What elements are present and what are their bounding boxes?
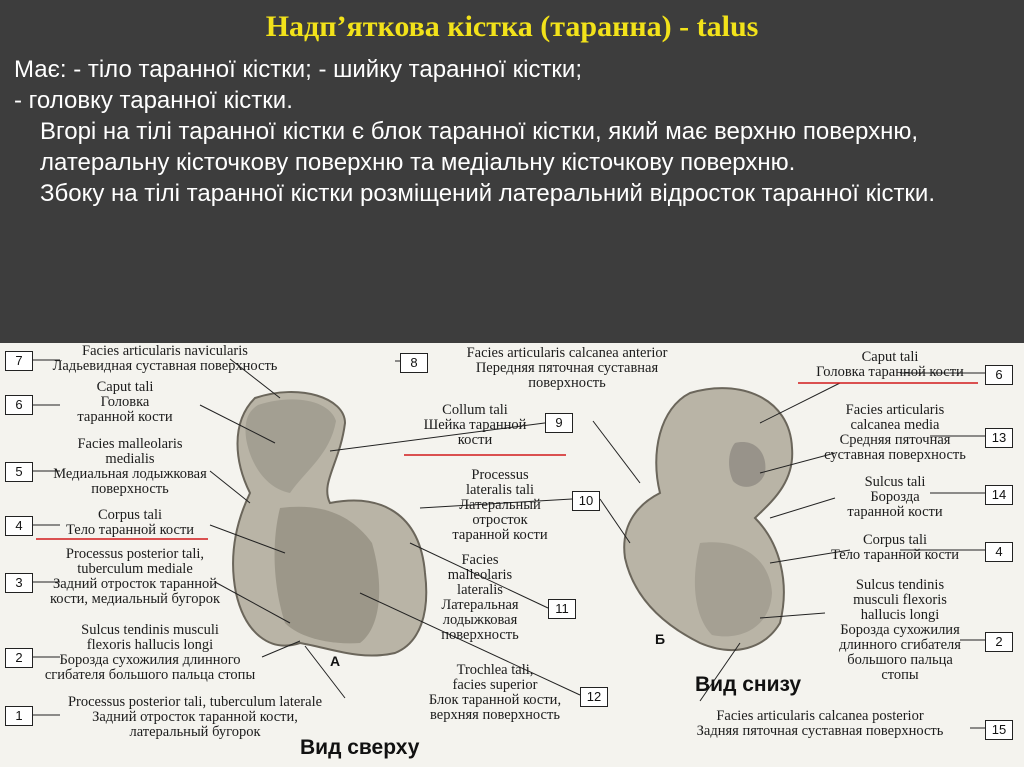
label-processus-posterior-mediale: Processus posterior tali, tuberculum mediale Задний отросток таранной кости, медиальный бугорок bbox=[49, 546, 220, 607]
label-corpus-tali-left: Corpus tali Тело таранной кости bbox=[65, 507, 195, 538]
paragraph-3: Вгорі на тілі таранної кістки є блок таранної кістки, який має верхню поверхню, латеральну кісточкову поверхню та медіальну кісточкову поверхню. bbox=[40, 118, 919, 176]
label-sulcus-tendinis-left: Sulcus tendinis musculi flexoris hallucis longi Борозда сухожилия длинного сгибателя большого пальца стопы bbox=[44, 622, 256, 683]
num-8: 8 bbox=[400, 353, 428, 373]
caption-bottom-view: Вид снизу bbox=[695, 673, 802, 696]
num-15: 15 bbox=[985, 720, 1013, 740]
num-4-right: 4 bbox=[985, 542, 1013, 562]
num-6-right: 6 bbox=[985, 365, 1013, 385]
label-sulcus-tali: Sulcus tali Борозда таранной кости bbox=[847, 474, 943, 520]
caption-top-view: Вид сверху bbox=[300, 736, 420, 759]
talus-figure bbox=[0, 343, 1024, 767]
label-collum-tali: Collum tali Шейка таранной кости bbox=[423, 402, 527, 448]
figure-letter-a: А bbox=[330, 653, 341, 669]
slide-title: Надп’яткова кістка (таранна) - talus bbox=[265, 10, 759, 43]
label-facies-malleolaris-lateralis: Facies malleolaris lateralis Латеральная лодыжковая поверхность bbox=[441, 552, 519, 643]
body-text bbox=[14, 54, 1014, 209]
num-13: 13 bbox=[985, 428, 1013, 448]
num-12: 12 bbox=[580, 687, 608, 707]
num-4: 4 bbox=[5, 516, 33, 536]
label-facies-malleolaris-medialis: Facies malleolaris medialis Медиальная лодыжковая поверхность bbox=[53, 436, 207, 497]
label-corpus-tali-right: Corpus tali Тело таранной кости bbox=[830, 532, 960, 563]
label-processus-posterior-laterale: Processus posterior tali, tuberculum laterale Задний отросток таранной кости, латеральный бугорок bbox=[67, 694, 323, 740]
num-1: 1 bbox=[5, 706, 33, 726]
label-caput-tali-left: Caput tali Головка таранной кости bbox=[77, 379, 173, 425]
paragraph-2: - головку таранної кістки. bbox=[14, 87, 293, 114]
num-11: 11 bbox=[548, 599, 576, 619]
label-facies-navicularis: Facies articularis navicularis Ладьевидная суставная поверхность bbox=[52, 343, 278, 374]
figure-letter-b: Б bbox=[655, 631, 666, 647]
num-6: 6 bbox=[5, 395, 33, 415]
num-9: 9 bbox=[545, 413, 573, 433]
talus-bottom-view bbox=[624, 388, 792, 650]
paragraph-1: Має: - тіло таранної кістки; - шийку таранної кістки; bbox=[14, 56, 583, 83]
num-5: 5 bbox=[5, 462, 33, 482]
num-7: 7 bbox=[5, 351, 33, 371]
label-processus-lateralis: Processus lateralis tali Латеральный отросток таранной кости bbox=[452, 467, 548, 543]
label-caput-tali-right: Caput tali Головка таранной кости bbox=[816, 349, 964, 380]
label-facies-calcanea-posterior: Facies articularis calcanea posterior Задняя пяточная суставная поверхность bbox=[696, 708, 944, 739]
paragraph-4: Збоку на тілі таранної кістки розміщений латеральний відросток таранної кістки. bbox=[40, 180, 936, 207]
label-facies-calcanea-media: Facies articularis calcanea media Средняя пяточная суставная поверхность bbox=[824, 402, 966, 463]
num-2-right: 2 bbox=[985, 632, 1013, 652]
num-14: 14 bbox=[985, 485, 1013, 505]
num-2: 2 bbox=[5, 648, 33, 668]
num-3: 3 bbox=[5, 573, 33, 593]
label-sulcus-tendinis-right: Sulcus tendinis musculi flexoris hallucis longi Борозда сухожилия длинного сгибателя большого пальца стопы bbox=[839, 577, 961, 683]
talus-top-view bbox=[233, 392, 426, 656]
num-10: 10 bbox=[572, 491, 600, 511]
label-facies-calcanea-anterior: Facies articularis calcanea anterior Передняя пяточная суставная поверхность bbox=[466, 345, 668, 391]
label-trochlea-tali: Trochlea tali, facies superior Блок таранной кости, верхняя поверхность bbox=[428, 662, 562, 723]
